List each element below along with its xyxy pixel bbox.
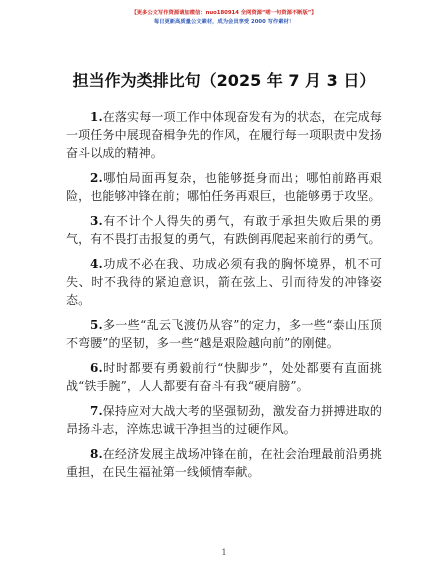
paragraph-text: 哪怕局面再复杂，也能够挺身而出；哪怕前路再艰险，也能够冲锋在前；哪怕任务再艰巨，也能够勇于攻坚。 — [66, 171, 382, 203]
paragraph-text: 功成不必在我、功成必须有我的胸怀境界，机不可失、时不我待的紧迫意识，箭在弦上、引而待发的冲锋姿态。 — [66, 257, 382, 307]
paragraph-number: 4. — [90, 257, 103, 271]
paragraph-1 — [66, 108, 382, 162]
document-body — [66, 108, 382, 488]
promo-banner — [0, 9, 448, 27]
paragraph-text: 多一些“乱云飞渡仍从容”的定力，多一些“泰山压顶不弯腰”的坚韧，多一些“越是艰险越向前”的刚健。 — [66, 318, 382, 350]
paragraph-text: 时时都要有勇毅前行“快脚步”，处处都要有直面挑战“铁手腕”，人人都要有奋斗有我“硬肩膀”。 — [66, 361, 382, 393]
page-number: 1 — [221, 548, 227, 557]
paragraph-number: 6. — [90, 361, 103, 375]
paragraph-number: 3. — [90, 214, 103, 228]
paragraph-number: 1. — [90, 110, 103, 124]
paragraph-text: 有不计个人得失的勇气，有敢于承担失败后果的勇气，有不畏打击报复的勇气，有跌倒再爬起来前行的勇气。 — [66, 214, 382, 246]
paragraph-4 — [66, 255, 382, 309]
paragraph-text: 在落实每一项工作中体现奋发有为的状态，在完成每一项任务中展现奋楫争先的作风，在履行每一项职责中发扬奋斗以成的精神。 — [66, 110, 382, 160]
paragraph-number: 2. — [90, 171, 103, 185]
paragraph-7 — [66, 402, 382, 438]
paragraph-text: 保持应对大战大考的坚强韧劲，激发奋力拼搏进取的昂扬斗志，淬炼忠诚干净担当的过硬作风。 — [66, 404, 382, 436]
paragraph-2 — [66, 169, 382, 205]
paragraph-text: 在经济发展主战场冲锋在前，在社会治理最前沿勇挑重担，在民生福祉第一线倾情奉献。 — [66, 447, 382, 479]
promo-banner-line-2: 每日更新高质量公文素材，成为会员享受 2000 写作素材！ — [153, 19, 295, 25]
paragraph-5 — [66, 316, 382, 352]
promo-banner-line-1: 【更多公文写作资源请加微信：nuo180914 全网资源“喏一句资源不断版”】 — [131, 10, 317, 16]
paragraph-number: 8. — [90, 447, 103, 461]
document-title: 担当作为类排比句（2025 年 7 月 3 日） — [72, 71, 376, 90]
paragraph-3 — [66, 212, 382, 248]
paragraph-number: 7. — [90, 404, 103, 418]
paragraph-8 — [66, 445, 382, 481]
paragraph-6 — [66, 359, 382, 395]
paragraph-number: 5. — [90, 318, 103, 332]
